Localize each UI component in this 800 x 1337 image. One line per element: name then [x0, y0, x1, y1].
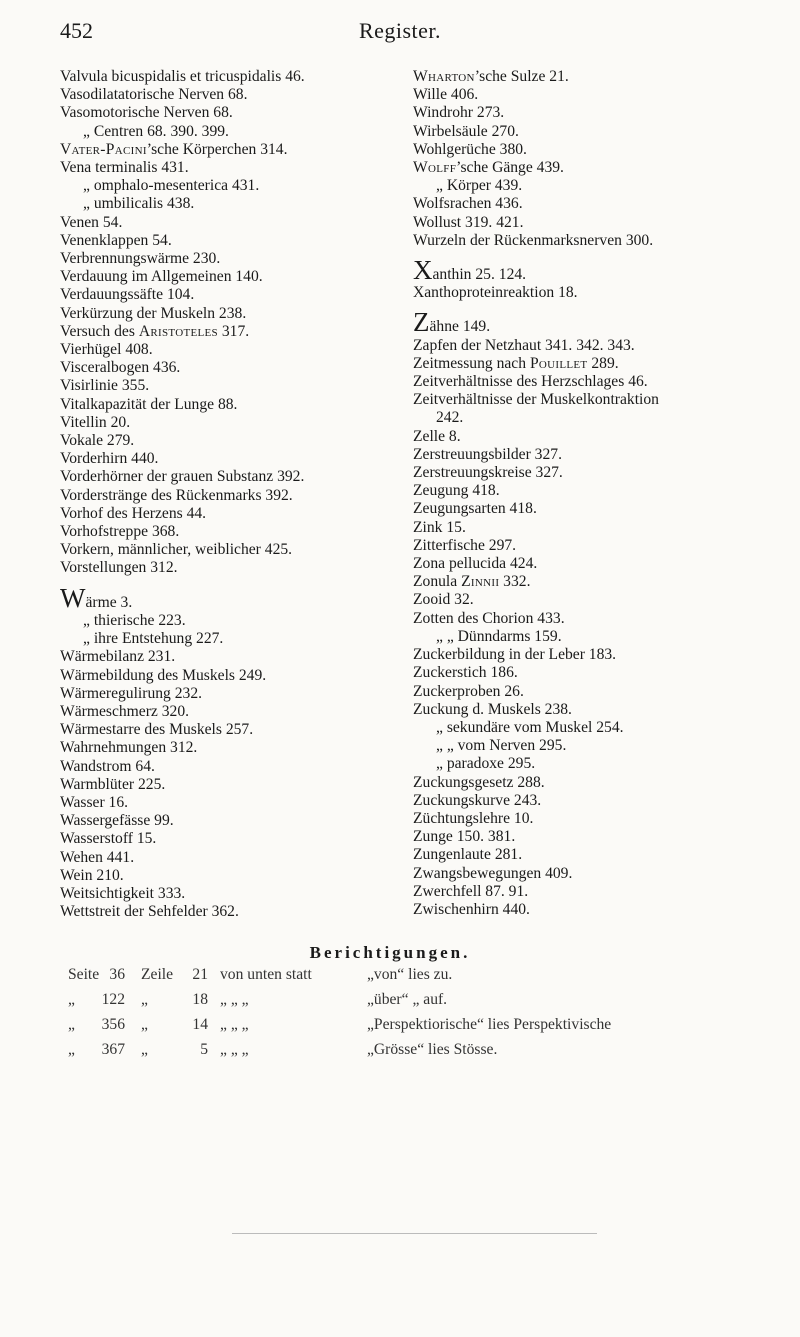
- index-entry: [60, 612, 400, 630]
- entry-name: Aristoteles: [138, 322, 218, 340]
- entry-text: Wollust 319. 421.: [413, 213, 524, 231]
- index-entry: [60, 195, 400, 213]
- index-entry: [413, 141, 798, 159]
- entry-text: „ ihre Entstehung 227.: [83, 630, 224, 648]
- entry-text: „ umbilicalis 438.: [83, 195, 195, 213]
- index-entry: [60, 68, 400, 86]
- entry-text: Vorderhörner der grauen Substanz 392.: [60, 468, 305, 486]
- index-entry: [413, 846, 798, 864]
- correction-von: „ „ „: [220, 1016, 249, 1033]
- entry-text: Vorderstränge des Rückenmarks 392.: [60, 486, 293, 504]
- index-entry: [413, 828, 798, 846]
- index-entry: [413, 355, 798, 373]
- index-entry: [413, 646, 798, 664]
- entry-text: Wärmeregulirung 232.: [60, 684, 203, 702]
- index-entry: [60, 505, 400, 523]
- entry-text: Zuckerstich 186.: [413, 664, 518, 682]
- entry-text: Vierhügel 408.: [60, 341, 153, 359]
- entry-text: Wärmeschmerz 320.: [60, 702, 190, 720]
- index-entry: [413, 628, 798, 646]
- entry-text: Wandstrom 64.: [60, 757, 155, 775]
- index-entry: [60, 286, 400, 304]
- entry-text: Zerstreuungsbilder 327.: [413, 445, 562, 463]
- entry-text: ärme 3.: [85, 593, 133, 611]
- entry-text: Zona pellucida 424.: [413, 555, 538, 573]
- entry-text: Verdauung im Allgemeinen 140.: [60, 268, 263, 286]
- entry-text: Züchtungslehre 10.: [413, 809, 534, 827]
- index-entry: [60, 630, 400, 648]
- index-entry: [413, 591, 798, 609]
- index-entry: [60, 776, 400, 794]
- index-entry: [413, 683, 798, 701]
- entry-text: Visceralbogen 436.: [60, 359, 181, 377]
- index-entry: [60, 559, 400, 577]
- index-entry: [413, 500, 798, 518]
- index-entry: [413, 391, 798, 409]
- entry-text: Versuch des: [60, 322, 139, 340]
- index-entry: [60, 794, 400, 812]
- index-entry: [413, 428, 798, 446]
- entry-text: Vasomotorische Nerven 68.: [60, 104, 233, 122]
- correction-row: [0, 966, 800, 988]
- index-entry: [413, 307, 798, 338]
- index-entry: [60, 214, 400, 232]
- entry-text: Vokale 279.: [60, 432, 135, 450]
- entry-text: Valvula bicuspidalis et tricuspidalis 46.: [60, 68, 305, 85]
- entry-text: ’sche Körperchen 314.: [146, 140, 288, 158]
- entry-text: ähne 149.: [429, 318, 491, 336]
- entry-text: Zeitverhältnisse des Herzschlages 46.: [413, 373, 648, 391]
- entry-text: Zwischenhirn 440.: [413, 900, 530, 918]
- index-entry: [413, 555, 798, 573]
- correction-zeile: „: [141, 1016, 148, 1033]
- entry-text: Weitsichtigkeit 333.: [60, 884, 186, 902]
- index-entry: [413, 701, 798, 719]
- correction-row: [0, 991, 800, 1013]
- entry-text: Wehen 441.: [60, 848, 135, 866]
- entry-text: Wärmebildung des Muskels 249.: [60, 666, 267, 684]
- entry-name: Wharton: [413, 68, 475, 85]
- index-entry: [413, 214, 798, 232]
- entry-text: „ sekundäre vom Muskel 254.: [436, 718, 624, 736]
- entry-text: Zuckungskurve 243.: [413, 791, 542, 809]
- index-entry: [60, 648, 400, 666]
- correction-row: [0, 1041, 800, 1063]
- initial-letter: W: [60, 582, 86, 613]
- index-entry: [60, 268, 400, 286]
- correction-page: 122: [101, 991, 125, 1008]
- entry-text: Vitellin 20.: [60, 413, 131, 431]
- index-entry: [413, 255, 798, 286]
- index-entry: [413, 337, 798, 355]
- correction-zeile: „: [141, 1041, 148, 1058]
- entry-text: Zeugungsarten 418.: [413, 500, 537, 518]
- correction-seite: „: [68, 1041, 75, 1058]
- entry-text: Wille 406.: [413, 86, 479, 104]
- entry-text: Wolfsrachen 436.: [413, 195, 523, 213]
- entry-text: Zotten des Chorion 433.: [413, 609, 565, 627]
- correction-von: von unten statt: [220, 966, 312, 983]
- entry-text: Zwangsbewegungen 409.: [413, 864, 573, 882]
- entry-text: Wärmestarre des Muskels 257.: [60, 721, 254, 739]
- entry-text: „ „ Dünndarms 159.: [436, 627, 562, 645]
- index-entry: [60, 739, 400, 757]
- index-entry: [60, 721, 400, 739]
- entry-text: Verkürzung der Muskeln 238.: [60, 304, 247, 322]
- index-entry: [60, 341, 400, 359]
- index-entry: [413, 901, 798, 919]
- entry-text: Vitalkapazität der Lunge 88.: [60, 395, 238, 413]
- index-column-right: [413, 68, 798, 919]
- index-entry: [413, 284, 798, 302]
- entry-text: Zonula: [413, 573, 462, 591]
- entry-text: Vasodilatatorische Nerven 68.: [60, 86, 248, 104]
- index-entry: [60, 667, 400, 685]
- page-header: [0, 18, 800, 48]
- index-entry: [413, 519, 798, 537]
- entry-text: „ thierische 223.: [83, 611, 186, 629]
- index-entry: [60, 377, 400, 395]
- index-entry: [60, 582, 400, 613]
- index-entry: [413, 755, 798, 773]
- entry-text: „ „ vom Nerven 295.: [436, 737, 567, 755]
- index-entry: [60, 541, 400, 559]
- index-entry: [413, 482, 798, 500]
- entry-text: Visirlinie 355.: [60, 377, 150, 395]
- entry-text: Vorhofstreppe 368.: [60, 523, 180, 541]
- index-entry: [413, 573, 798, 591]
- entry-name: Wolff: [413, 159, 457, 177]
- index-entry: [413, 810, 798, 828]
- entry-text: Vorkern, männlicher, weiblicher 425.: [60, 541, 293, 559]
- index-entry: [60, 523, 400, 541]
- corrections-section: [0, 943, 800, 1063]
- index-entry: [60, 414, 400, 432]
- page-number: 452: [60, 18, 93, 43]
- index-entry: [413, 883, 798, 901]
- index-entry: [60, 758, 400, 776]
- index-entry: [413, 86, 798, 104]
- index-entry: [60, 396, 400, 414]
- entry-text: ’sche Sulze 21.: [474, 68, 569, 85]
- entry-text: Wohlgerüche 380.: [413, 140, 527, 158]
- index-entry: [60, 250, 400, 268]
- index-entry: [60, 86, 400, 104]
- entry-text: 317.: [217, 322, 250, 340]
- index-entry: [413, 537, 798, 555]
- initial-letter: X: [413, 255, 433, 286]
- entry-text: Zuckung d. Muskels 238.: [413, 700, 572, 718]
- entry-text: Wassergefässe 99.: [60, 812, 174, 830]
- entry-text: „ Körper 439.: [436, 177, 523, 195]
- correction-row: [0, 1016, 800, 1038]
- running-head: Register.: [358, 18, 442, 43]
- entry-text: Zooid 32.: [413, 591, 474, 609]
- index-entry: [413, 123, 798, 141]
- index-entry: [413, 232, 798, 250]
- index-entry: [60, 305, 400, 323]
- index-entry: [60, 177, 400, 195]
- index-entry: [60, 487, 400, 505]
- index-entry: [413, 104, 798, 122]
- index-column-left: [60, 68, 400, 921]
- corrections-list: [0, 966, 800, 1063]
- index-entry: [413, 159, 798, 177]
- correction-line: 18: [192, 991, 208, 1008]
- entry-text: Vorstellungen 312.: [60, 559, 178, 577]
- correction-zeile: Zeile: [141, 966, 174, 983]
- entry-text: Verdauungssäfte 104.: [60, 286, 195, 304]
- entry-text: Zwerchfell 87. 91.: [413, 882, 529, 900]
- index-entry: [60, 830, 400, 848]
- index-entry: [413, 737, 798, 755]
- correction-von: „ „ „: [220, 1041, 249, 1058]
- entry-text: Verbrennungswärme 230.: [60, 250, 221, 268]
- index-entry: [60, 104, 400, 122]
- correction-text: „Grösse“ lies Stösse.: [367, 1041, 498, 1058]
- index-entry: [60, 849, 400, 867]
- correction-page: 36: [109, 966, 125, 983]
- entry-text: Windrohr 273.: [413, 104, 505, 122]
- index-entry: [60, 159, 400, 177]
- correction-text: „über“ „ auf.: [367, 991, 448, 1008]
- entry-text: Zuckerproben 26.: [413, 682, 524, 700]
- entry-text: „ paradoxe 295.: [436, 755, 536, 773]
- entry-text: Zeitmessung nach: [413, 354, 530, 372]
- index-entry: [413, 865, 798, 883]
- bottom-rule: [232, 1233, 597, 1234]
- entry-text: Wasserstoff 15.: [60, 830, 157, 848]
- correction-zeile: „: [141, 991, 148, 1008]
- index-entry: [60, 867, 400, 885]
- correction-line: 14: [192, 1016, 208, 1033]
- correction-seite: „: [68, 991, 75, 1008]
- entry-text: anthin 25. 124.: [432, 266, 527, 284]
- index-entry: [413, 719, 798, 737]
- entry-text: 242.: [436, 409, 464, 427]
- index-entry: [413, 792, 798, 810]
- entry-text: 332.: [499, 573, 531, 591]
- index-entry: [60, 123, 400, 141]
- correction-seite: „: [68, 1016, 75, 1033]
- entry-text: Zunge 150. 381.: [413, 828, 516, 846]
- entry-text: 289.: [587, 354, 619, 372]
- entry-text: Zerstreuungskreise 327.: [413, 464, 563, 482]
- entry-text: Warmblüter 225.: [60, 775, 166, 793]
- index-entry: [413, 68, 798, 86]
- entry-text: „ omphalo-mesenterica 431.: [83, 177, 260, 195]
- initial-letter: Z: [413, 307, 430, 338]
- entry-name: Zinnii: [461, 573, 500, 591]
- entry-text: Zitterfische 297.: [413, 536, 517, 554]
- entry-text: Wärmebilanz 231.: [60, 648, 176, 666]
- entry-text: Zink 15.: [413, 518, 466, 536]
- index-entry: [60, 468, 400, 486]
- index-entry: [60, 232, 400, 250]
- index-entry: [60, 432, 400, 450]
- correction-page: 367: [101, 1041, 125, 1058]
- index-entry: [413, 610, 798, 628]
- entry-text: Zelle 8.: [413, 427, 461, 445]
- entry-text: Wirbelsäule 270.: [413, 122, 519, 140]
- index-entry: [60, 903, 400, 921]
- index-entry: [60, 141, 400, 159]
- index-entry: [60, 685, 400, 703]
- entry-text: Vorderhirn 440.: [60, 450, 159, 468]
- correction-page: 356: [101, 1016, 125, 1033]
- index-entry: [60, 359, 400, 377]
- index-entry: [60, 703, 400, 721]
- correction-line: 5: [200, 1041, 208, 1058]
- index-entry: [60, 885, 400, 903]
- index-entry: [413, 464, 798, 482]
- correction-line: 21: [192, 966, 208, 983]
- entry-text: Wettstreit der Sehfelder 362.: [60, 903, 239, 921]
- correction-von: „ „ „: [220, 991, 249, 1008]
- index-entry: [60, 323, 400, 341]
- entry-text: Zeugung 418.: [413, 482, 500, 500]
- entry-text: Zungenlaute 281.: [413, 846, 523, 864]
- entry-text: Zapfen der Netzhaut 341. 342. 343.: [413, 336, 635, 354]
- entry-name: Pouillet: [529, 354, 588, 372]
- entry-text: Vena terminalis 431.: [60, 159, 189, 177]
- correction-text: „von“ lies zu.: [367, 966, 453, 983]
- entry-text: Venen 54.: [60, 213, 123, 231]
- index-entry: [413, 409, 798, 427]
- index-entry: [413, 373, 798, 391]
- entry-text: Zuckerbildung in der Leber 183.: [413, 646, 617, 664]
- entry-text: Venenklappen 54.: [60, 231, 172, 249]
- correction-seite: Seite: [68, 966, 100, 983]
- entry-text: Zeitverhältnisse der Muskelkontraktion: [413, 391, 659, 409]
- index-entry: [413, 664, 798, 682]
- entry-text: Wein 210.: [60, 866, 124, 884]
- index-entry: [60, 450, 400, 468]
- entry-text: „ Centren 68. 390. 399.: [83, 122, 229, 140]
- entry-text: Wasser 16.: [60, 793, 129, 811]
- entry-text: Xanthoproteinreaktion 18.: [413, 284, 578, 302]
- entry-text: Wurzeln der Rückenmarksnerven 300.: [413, 231, 654, 249]
- entry-text: Vorhof des Herzens 44.: [60, 504, 207, 522]
- entry-name: Vater-Pacini: [60, 140, 147, 158]
- corrections-title: Berichtigungen.: [309, 943, 471, 962]
- entry-text: Wahrnehmungen 312.: [60, 739, 198, 757]
- index-entry: [413, 177, 798, 195]
- index-entry: [413, 195, 798, 213]
- entry-text: ’sche Gänge 439.: [456, 159, 564, 177]
- index-entry: [413, 446, 798, 464]
- correction-text: „Perspektiorische“ lies Perspektivische: [367, 1016, 612, 1033]
- entry-text: Zuckungsgesetz 288.: [413, 773, 545, 791]
- index-entry: [60, 812, 400, 830]
- index-entry: [413, 774, 798, 792]
